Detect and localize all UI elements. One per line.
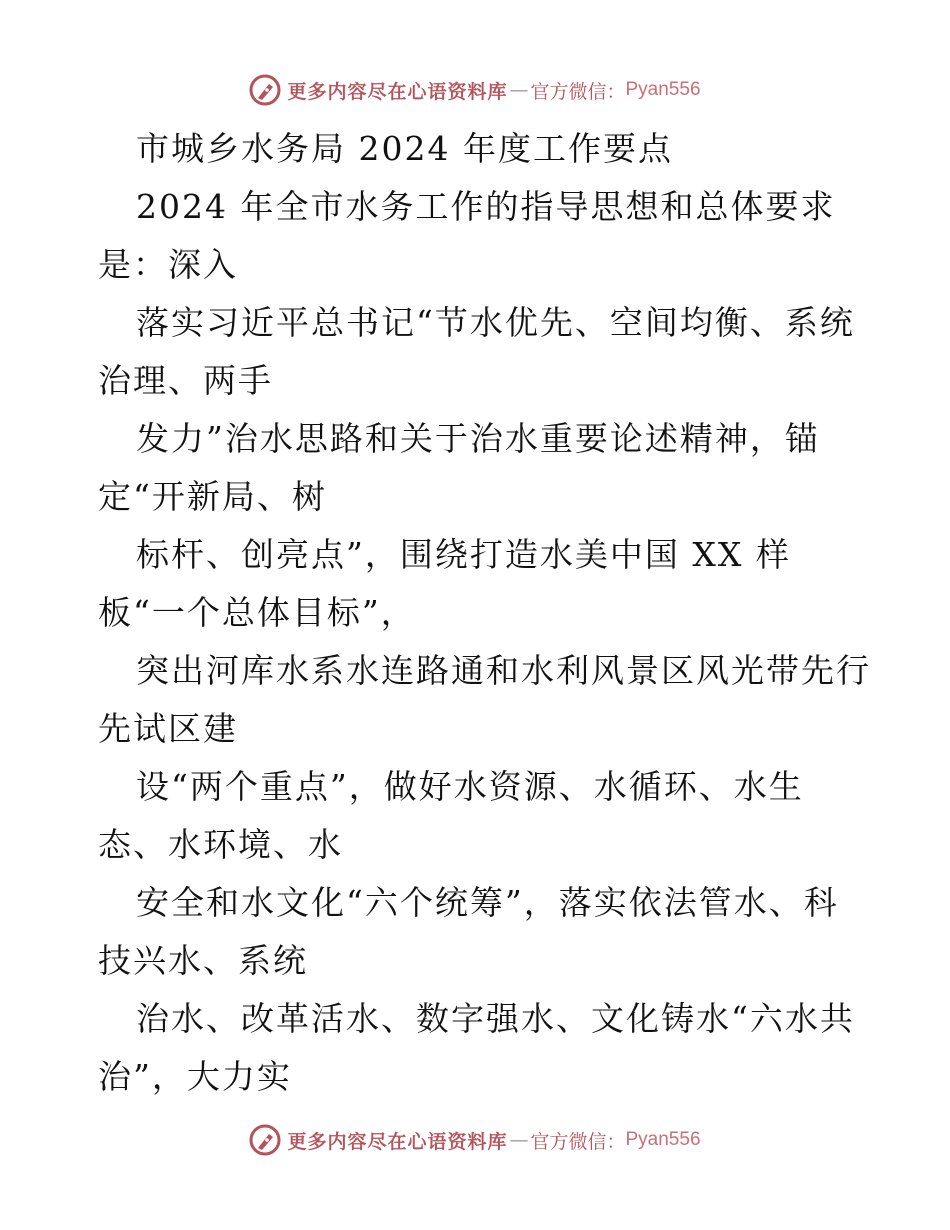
banner-promo-text: 更多内容尽在心语资料库: [287, 1130, 508, 1153]
banner-wechat-id: Pyan556: [625, 79, 701, 100]
document-line: 板“一个总体目标”，: [98, 593, 416, 632]
header-banner: [0, 70, 950, 110]
document-line: 定“开新局、树: [98, 477, 327, 516]
document-line: 治水、改革活水、数字强水、文化铸水“六水共: [136, 999, 855, 1038]
document-line: 标杆、创亮点”，围绕打造水美中国 XX 样: [136, 535, 791, 574]
document-line: 突出河库水系水连路通和水利风景区风光带先行: [136, 651, 871, 690]
pen-nib-logo-icon: [249, 1124, 281, 1156]
document-line: 治”，大力实: [98, 1057, 292, 1096]
document-line: 技兴水、系统: [98, 941, 308, 980]
banner-official-label: 官方微信：: [530, 80, 626, 103]
document-line: 发力”治水思路和关于治水重要论述精神，锚: [136, 419, 820, 458]
document-line: 态、水环境、水: [98, 825, 343, 864]
document-line: 落实习近平总书记“节水优先、空间均衡、系统: [136, 303, 855, 342]
pen-nib-logo-icon: [249, 74, 281, 106]
banner-promo-text: 更多内容尽在心语资料库: [287, 80, 508, 103]
document-body: [98, 120, 871, 1106]
document-line: 治理、两手: [98, 361, 273, 400]
document-line: 设“两个重点”，做好水资源、水循环、水生: [136, 767, 804, 806]
banner-dash: —: [509, 1129, 529, 1151]
document-line: 市城乡水务局 2024 年度工作要点: [136, 129, 673, 168]
document-line: 先试区建: [98, 709, 238, 748]
document-line: 是：深入: [98, 245, 238, 284]
banner-official-label: 官方微信：: [530, 1130, 626, 1153]
banner-dash: —: [509, 79, 529, 101]
document-line: 2024 年全市水务工作的指导思想和总体要求: [136, 187, 836, 226]
document-line: 安全和水文化“六个统筹”，落实依法管水、科: [136, 883, 839, 922]
banner-wechat-id: Pyan556: [625, 1129, 701, 1150]
footer-banner: [0, 1120, 950, 1160]
